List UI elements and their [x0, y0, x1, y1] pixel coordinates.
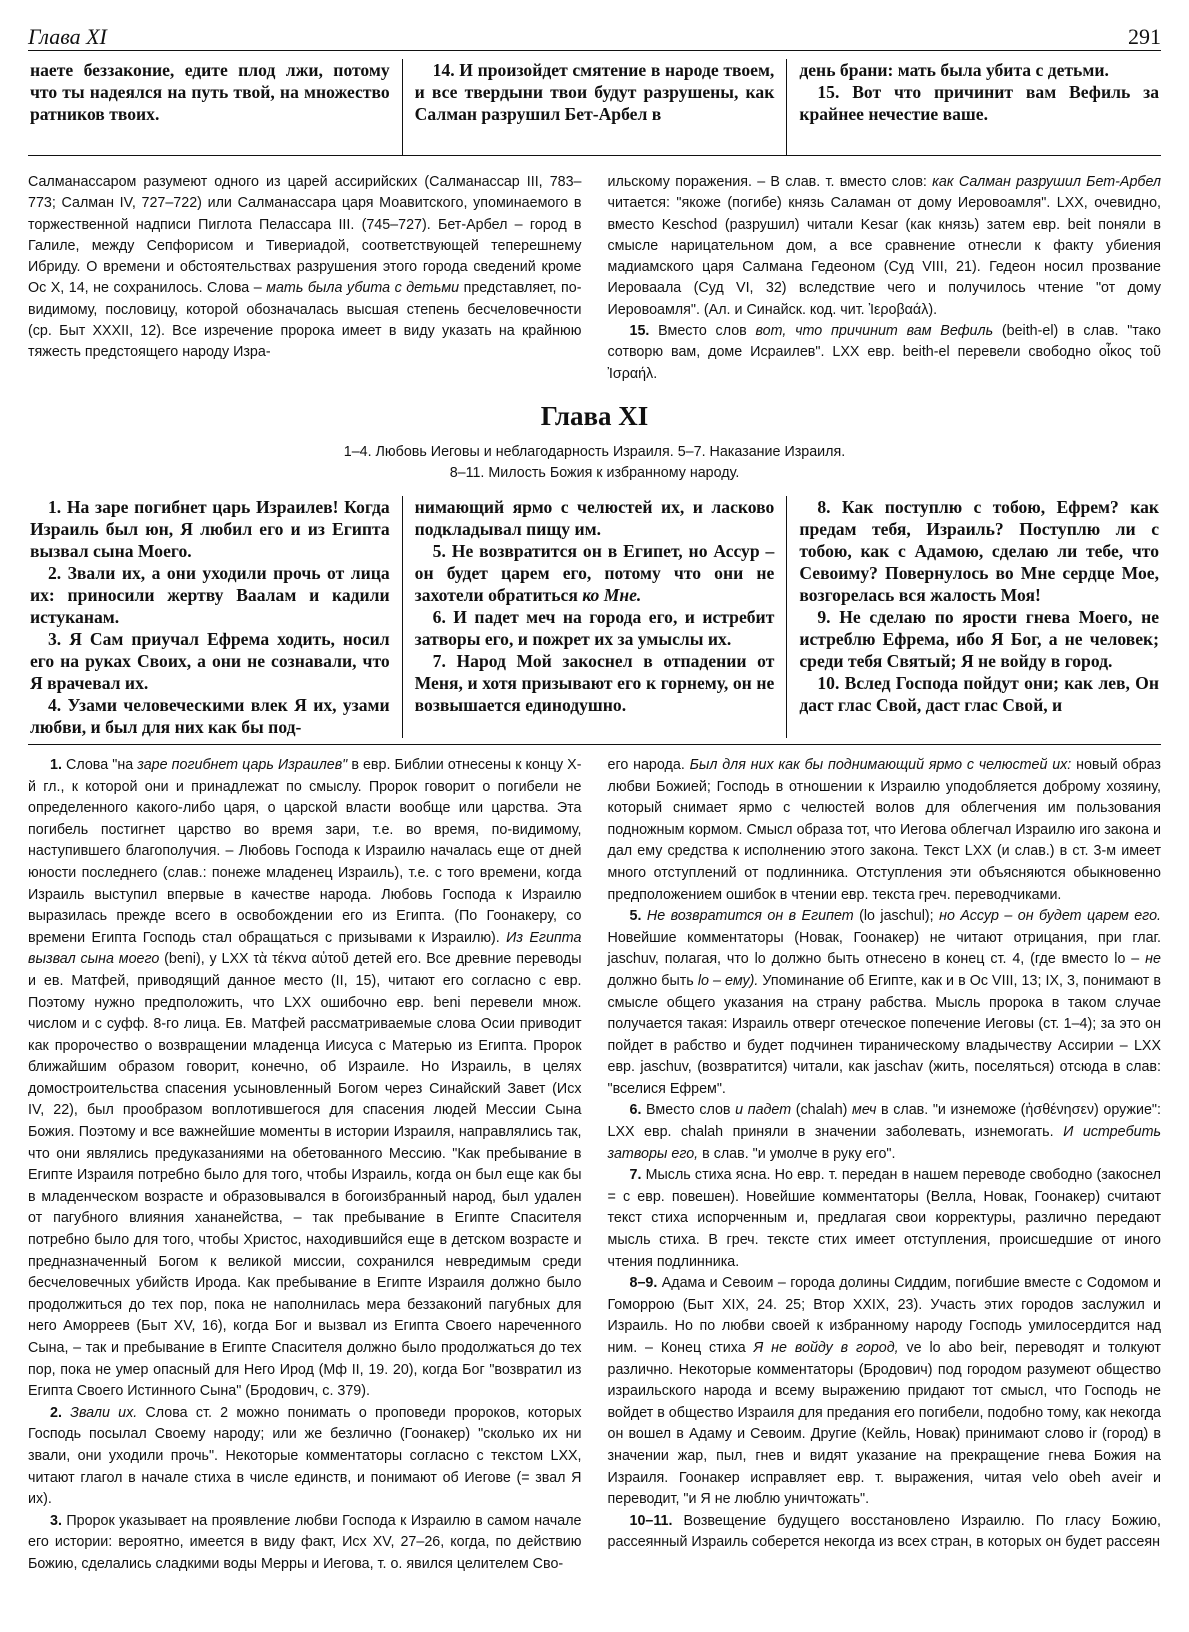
commentary-verse-1: 1. Слова "на заре погибнет царь Израилев" в евр. Библии отнесены к концу X-й гл., к которой они и принадлежат по смыслу. Пророк говорит о погибели не определенного какого-либо царя, о царской власти вообще или царства. Эта погибель постигнет царство во время зари, т.е. во время, по-видимому, наступившего благополучия. – Любовь Господа к Израилю началась еще от дней юности последнего (слав.: понеже младенец Израиль), т.е. с того времени, когда Израиль выступил впервые в качестве народа. Любовь Господа к Израилю выразилась прежде всего в освобождении его из Египта. (По Гоонакеру, со времени Египта Господь стал обращаться с призывами к Израилю). Из Египта вызвал сына моего (beni), у LXX τὰ τέκνα αὐτοῦ детей его. Все древние переводы и ев. Матфей, приводящий данное место (II, 15), читают его согласно с евр. Поэтому нужно предположить, что LXX ошибочно евр. beni перевели множ. числом и с суфф. 8-го лица. Ев. Матфей рассматриваемые слова Осии приводит как пророчество о возвращении младенца Иисуса с Матерью из Египта. Пророк ближайшим образом говорит, конечно, об Израиле. Но Израиль, в целях домостроительства спасения усыновленный Богом через Синайский Завет (Исх IV, 22), был прообразом воплотившегося для спасения людей Мессии Сына Божия. Поэтому и все важнейшие моменты в истории Израиля, направлялись так, что они являлись предуказаниями на обетованного Мессию. "Как пребывание в Египте Израиля потребно было для того, чтобы Израиль, когда он был еще как бы в младенческом возрасте и образовывался в богоизбранный народ, был удален от пагубного влияния хананейства, – так пребывание в Египте Спасителя потребно было для того, чтобы Христос, находившийся еще в детском возрасте и предназначенный Богом к великой миссии, сохранился невредимым среди бесчеловечных убийств Ирода. Как пребывание в Египте Израиля должно было продолжиться до тех пор, пока не наполнилась мера беззаконий пагубных для него Аморреев (Быт XV, 16), когда Бог и вызвал из Египта Своего нареченного Сына, – так и пребывание в Египте Спасителя должно было продолжаться до тех пор, пока не умер опасный для Него Ирод (Мф II, 19. 20), когда Бог "возвратил из Египта Своего Истинного Сына" (Бродович, с. 379).	[28, 756, 582, 1400]
top-bible-col-2	[402, 59, 787, 155]
commentary-verse-2: 2. Звали их. Слова ст. 2 можно понимать о проповеди пророков, которых Господь посылал Своему народу; или же безлично (Гоонакер) "сколько их ни звали, они уходили прочь". Некоторые комментаторы согласно с текстом LXX, читают глагол в начале стиха в числе единств, и понимают об Иегове (= звал Я их).	[28, 1404, 582, 1508]
commentary-verse-10-11: 10–11. Возвещение будущего восстановлено Израилю. По гласу Божию, рассеянный Израиль соберется некогда из всех стран, в которых он будет рассеян	[607, 1512, 1161, 1551]
commentary-paragraph-15: 15. Вместо слов вот, что причинит вам Вефиль (beith-el) в слав. "тако сотворю вам, доме Исраилев". LXX евр. beith-el перевели свободно οἶκος τοῦ Ἰσραήλ.	[607, 323, 1161, 382]
verse-10: 10. Вслед Господа пойдут они; как лев, Он даст глас Свой, даст глас Свой, и	[799, 672, 1160, 715]
bottom-commentary-right	[608, 755, 1162, 1576]
verse-14-end: день брани: мать была убита с детьми.	[799, 60, 1109, 80]
main-bible-text	[28, 496, 1161, 738]
top-commentary-right	[608, 172, 1162, 385]
main-bible-col-1	[28, 496, 402, 738]
commentary-verse-6: 6. Вместо слов и падет (chalah) меч в слав. "и изнеможе (ἠσθένησεν) оружие": LXX евр. chalah приняли в значении заболевать, изнемогать. И истребить затворы его, в слав. "и умолче в руку его".	[607, 1102, 1161, 1162]
chapter-summary	[28, 442, 1161, 484]
chapter-title: Глава XI	[540, 400, 649, 431]
verse-13-end: наете беззаконие, едите плод лжи, потому что ты надеялся на путь твой, на множество ратников твоих.	[30, 60, 390, 124]
verse-5: 5. Не возвратится он в Египет, но Ассур – он будет царем его, потому что они не захотели обратиться ко Мне.	[414, 540, 775, 605]
top-commentary	[28, 172, 1161, 385]
divider-bottom	[28, 744, 1161, 745]
page	[28, 14, 1161, 1576]
top-commentary-left	[28, 172, 582, 385]
verse-2: 2. Звали их, а они уходили прочь от лица их: приносили жертву Ваалам и кадили истуканам.	[30, 562, 390, 627]
commentary-verse-3-end: его народа. Был для них как бы поднимающий ярмо с челюстей их: новый образ любви Божией; Господь в отношении к Израилю уподобляется доброму хозяину, который снимает ярмо с челюстей волов для облегчения им пользования подножным кормом. Смысл образа тот, что Иегова облегчал Израилю иго закона и дал ему средства к исполнению этого закона. Текст LXX (и слав.) в ст. 3-м имеет много отступлений от подлинника. Отступления эти объясняются обыкновенно предположением ошибок в чтении евр. текста греч. переводчиками.	[607, 756, 1161, 903]
top-bible-col-3	[786, 59, 1161, 155]
main-bible-col-3	[786, 496, 1161, 738]
top-bible-text	[28, 59, 1161, 155]
verse-3: 3. Я Сам приучал Ефрема ходить, носил его на руках Своих, а они не сознавали, что Я врачевал их.	[30, 628, 390, 693]
divider-top	[28, 155, 1161, 156]
bottom-commentary	[28, 755, 1161, 1576]
page-number: 291	[1128, 24, 1161, 49]
commentary-paragraph: Салманассаром разумеют одного из царей ассирийских (Салманассар III, 783–773; Салман IV, 727–722) или Салманассара царя Моавитского, упоминаемого в торжественной надписи Пиглота Пелассара III. (745–727). Бет-Арбел – город в Галиле, между Сепфорисом и Тивериадой, соответствующей теперешнему Ибриду. О времени и обстоятельствах разрушения этого города сведений кроме Ос X, 14, не сохранилось. Слова – мать была убита с детьми представляет, по-видимому, пословицу, которой обозначалась высшая степень бесчеловечности (ср. Быт XXXII, 12). Все изречение пророка имеет в виду указать на крайнюю тяжесть предстоящего народу Изра-	[28, 174, 582, 361]
main-bible-col-2	[402, 496, 787, 738]
verse-4: 4. Узами человеческими влек Я их, узами любви, и был для них как бы под-	[30, 694, 390, 737]
top-bible-col-1	[28, 59, 402, 155]
verse-7: 7. Народ Мой закоснел в отпадении от Меня, и хотя призывают его к горнему, он не возвышается единодушно.	[414, 650, 775, 715]
verse-6: 6. И падет меч на города его, и истребит затворы его, и пожрет их за умыслы их.	[414, 606, 775, 649]
commentary-verse-5: 5. Не возвратится он в Египет (lo jaschul); но Ассур – он будет царем его. Новейшие комментаторы (Новак, Гоонакер) не читают отрицания, при глаг. jaschuv, полагая, что lo должно быть отнесено в конец ст. 4, (где вместо lo – не должно быть lo – ему). Упоминание об Египте, как и в Ос VIII, 13; IX, 3, понимают в смысле общего указания на страну рабства. Мысль пророка в таком случае получается такая: Израиль отверг отеческое попечение Иеговы (ст. 1–4); за это он пойдет в рабство и будет подчинен тираническому владычеству Ассирии – LXX евр. jaschuv, (возвратится) читали, как jaschav (жить, поселяться) отсюда в слав: "вселися Ефрем".	[607, 908, 1161, 1097]
verse-15: 15. Вот что причинит вам Вефиль за крайнее нечестие ваше.	[799, 82, 1160, 124]
verse-8: 8. Как поступлю с тобою, Ефрем? как предам тебя, Израиль? Поступлю ли с тобою, как с Адамою, сделаю ли тебе, что Севоиму? Повернулось во Мне сердце Мое, возгорелась вся жалость Моя!	[799, 496, 1160, 605]
running-header	[28, 14, 1161, 51]
bottom-commentary-left	[28, 755, 582, 1576]
verse-1: 1. На заре погибнет царь Израилев! Когда Израиль был юн, Я любил его и из Египта вызвал сына Моего.	[30, 496, 390, 561]
commentary-verse-8-9: 8–9. Адама и Севоим – города долины Сиддим, погибшие вместе с Содомом и Гоморрою (Быт XIX, 24. 25; Втор XXIX, 23). Участь этих городов заслужил и Израиль. Но по любви своей к избранному народу Господь умилосердится над ним. – Конец стиха Я не войду в город, ve lo abo beir, переводят и толкуют различно. Некоторые комментаторы (Бродович) под городом разумеют общество израильского народа и всему выражению придают тот смысл, что Господь не войдет в общество Израиля для предания его погибели, подобно тому, как некогда он вошел в Адаму и Севоим. Другие (Кейль, Новак) принимают слово ir (город) в значении жар, пыл, гнев и видят указание на прекращение гнева Божия на Израиля. Гоонакер исправляет евр. т. выражения, читая velo obeh aveir и переводит, "и Я не люблю уничтожать".	[607, 1275, 1161, 1508]
verse-4-end: нимающий ярмо с челюстей их, и ласково подкладывал пищу им.	[414, 496, 775, 539]
verse-9: 9. Не сделаю по ярости гнева Моего, не истреблю Ефрема, ибо Я Бог, а не человек; среди тебя Святый; Я не войду в город.	[799, 606, 1160, 671]
commentary-paragraph: ильскому поражения. – В слав. т. вместо слов: как Салман разрушил Бет-Арбел читается: "якоже (погибе) князь Саламан от дому Иеровоамля". LXX, очевидно, вместо Keschod (разрушил) читали Kesar (как князь) затем евр. beit поняли в смысле нарицательном дом, а все сравнение отнесли к факту убиения мадиамского царя Салмана Гедеоном (Суд VIII, 21). Гедеон носил прозвание Иероваала (Суд VI, 32) вследствие чего и получилось чтение "от дому Иеровоамля". (Ал. и Синайск. код. чит. Ἰεροβαάλ).	[607, 174, 1161, 318]
chapter-summary-line-1: 1–4. Любовь Иеговы и неблагодарность Израиля. 5–7. Наказание Израиля.	[343, 443, 846, 460]
verse-14: 14. И произойдет смятение в народе твоем, и все твердыни твои будут разрушены, как Салман разрушил Бет-Арбел в	[414, 60, 775, 124]
commentary-verse-3: 3. Пророк указывает на проявление любви Господа к Израилю в самом начале его истории: вероятно, имеется в виду факт, Исх XV, 27–26, когда, по действию Божию, сделались сладкими воды Мерры и Иегова, т. о. явился целителем Сво-	[28, 1512, 582, 1572]
commentary-verse-7: 7. Мысль стиха ясна. Но евр. т. передан в нашем переводе свободно (закоснел = с евр. повешен). Новейшие комментаторы (Велла, Новак, Гоонакер) считают текст стиха испорченным и, предлагая свои корректуры, различно передают мысль стиха. В греч. тексте стих имеет отступления, происшедшие от иного чтения подлинника.	[607, 1167, 1161, 1270]
chapter-summary-line-2: 8–11. Милость Божия к избранному народу.	[449, 464, 740, 481]
running-header-chapter: Глава XI	[28, 24, 107, 49]
